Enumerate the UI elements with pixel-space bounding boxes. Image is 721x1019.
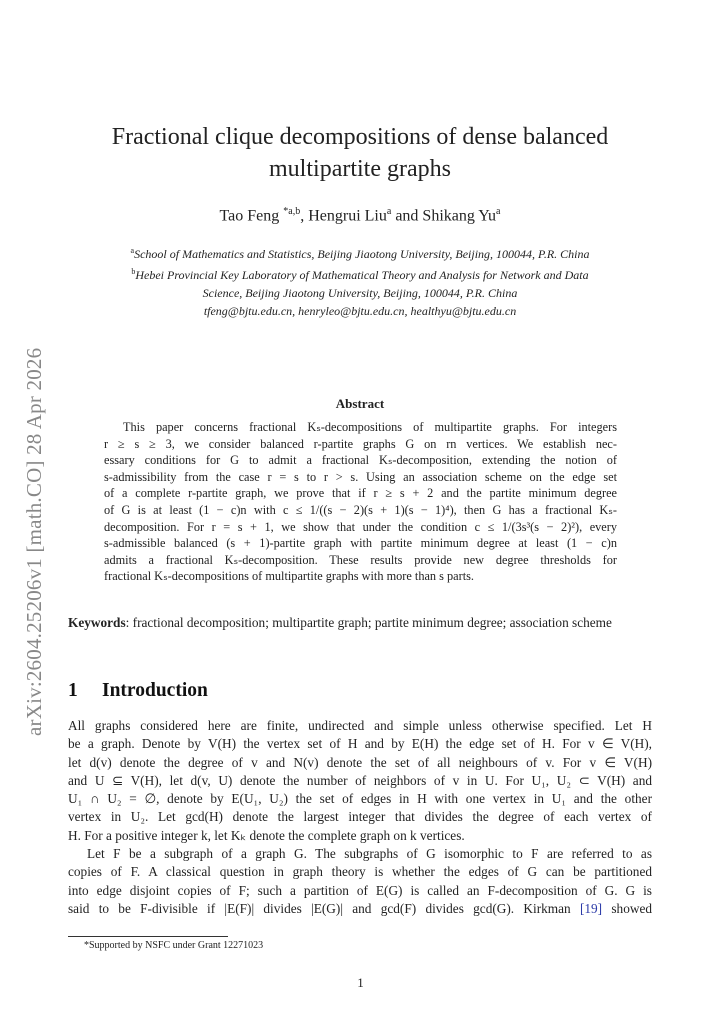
affil-mark: b (131, 267, 136, 276)
author-name: , Hengrui Liu (300, 207, 387, 225)
abstract-line: fractional Kₛ-decompositions of multipartite graphs with more than s parts. (104, 569, 474, 584)
abstract-heading: Abstract (335, 396, 385, 411)
section-number: 1 (68, 680, 78, 701)
affil-text: Hebei Provincial Key Laboratory of Mathematical Theory and Analysis for Network and Data (135, 268, 589, 282)
abstract-line: This paper concerns fractional Kₛ-decompositions of multipartite graphs. For integers (123, 420, 617, 434)
body-line: All graphs considered here are finite, undirected and simple unless otherwise specified. Let H (68, 718, 652, 733)
affiliation-b-cont: Science, Beijing Jiaotong University, Beijing, 100044, P.R. China (202, 286, 518, 300)
body-line: vertex in U₂. Let gcd(H) denote the largest integer that divides the degree of each vertex of (68, 809, 652, 825)
section-heading (68, 680, 208, 702)
abstract-line: admits a fractional Kₛ-decomposition. These results provide new degree thresholds for (104, 552, 617, 567)
body-line: be a graph. Denote by V(H) the vertex set of H and by E(H) the edge set of H. For v ∈ V(H), (68, 736, 652, 752)
footnote: *Supported by NSFC under Grant 12271023 (84, 940, 264, 951)
body-line: let d(v) denote the degree of v and N(v) denote the set of all neighbours of v. For v ∈ V(H) (68, 754, 652, 770)
affiliations (70, 242, 650, 320)
body-line: copies of F. A classical question in graph theory is whether the edges of G can be partitioned (68, 864, 652, 880)
body-text: showed (602, 900, 652, 916)
author-affil-mark: a (386, 206, 392, 217)
affil-mark: a (130, 246, 135, 255)
arxiv-sidebar-stamp (19, 280, 49, 740)
page-number: 1 (357, 975, 364, 990)
title-line-2: multipartite graphs (269, 156, 451, 182)
abstract-line: s-admissibility from the case r = s to r > s. Using an association scheme on the edge set (104, 469, 617, 484)
body-line: U₁ ∩ U₂ = ∅, denote by E(U₁, U₂) the set of edges in H with one vertex in U₁ and the other (68, 791, 652, 807)
title-line-1: Fractional clique decompositions of dense balanced (111, 124, 609, 150)
author-list (70, 206, 650, 225)
keywords-text: : fractional decomposition; multipartite graph; partite minimum degree; association scheme (125, 615, 612, 630)
body-line: H. For a positive integer k, let Kₖ denote the complete graph on k vertices. (68, 827, 465, 843)
keywords-block (68, 614, 652, 632)
abstract-line: r ≥ s ≥ 3, we consider balanced r-partite graphs G on rn vertices. We establish nec- (104, 436, 617, 451)
paper-title (70, 121, 650, 185)
abstract-line: essary conditions for G to admit a fractional Kₛ-decomposition, extending the notion of (104, 453, 617, 468)
footnote-rule (68, 936, 228, 937)
arxiv-identifier: arXiv:2604.25206v1 [math.CO] 28 Apr 2026 (22, 347, 46, 736)
section-title: Introduction (102, 680, 208, 701)
author-name: Tao Feng (219, 207, 284, 225)
author-name: and Shikang Yu (391, 207, 497, 225)
abstract-line: s-admissible balanced (s + 1)-partite graph with partite minimum degree at least (1 − c)n (104, 536, 617, 551)
citation-link[interactable]: [19] (579, 900, 603, 916)
abstract-line: decomposition. For r = s + 1, we show that under the condition c ≤ 1/(3s³(s − 2)²), every (104, 519, 617, 534)
body-line: Let F be a subgraph of a graph G. The subgraphs of G isomorphic to F are referred to as (87, 846, 652, 862)
body-text: said to be F-divisible if |E(F)| divides |E(G)| and gcd(F) divides gcd(G). Kirkman (68, 900, 580, 916)
abstract-line: of G is at least (1 − c)n with c ≤ 1/((s − 2)(s + 1)(s − 1)⁴), then G has a fractional Kₛ- (104, 502, 617, 517)
intro-body (68, 717, 652, 918)
author-emails: tfeng@bjtu.edu.cn, henryleo@bjtu.edu.cn, healthyu@bjtu.edu.cn (203, 304, 517, 318)
affil-text: School of Mathematics and Statistics, Beijing Jiaotong University, Beijing, 100044, P.R. China (134, 247, 590, 261)
author-affil-mark: a (496, 206, 501, 217)
body-line: into edge disjoint copies of F; such a partition of E(G) is called an F-decomposition of G. G is (68, 882, 652, 898)
author-affil-mark: *a,b (283, 206, 301, 217)
body-line: and U ⊆ V(H), let d(v, U) denote the number of neighbors of v in U. For U₁, U₂ ⊂ V(H) and (68, 772, 652, 788)
abstract-line: of a complete r-partite graph, we prove that if r ≥ s + 2 and the partite minimum degree (104, 486, 617, 501)
affiliation-b (70, 263, 650, 284)
affiliation-a (70, 242, 650, 263)
body-line-with-citation (68, 900, 652, 918)
abstract-body (104, 419, 617, 585)
keywords-label: Keywords (68, 615, 126, 630)
